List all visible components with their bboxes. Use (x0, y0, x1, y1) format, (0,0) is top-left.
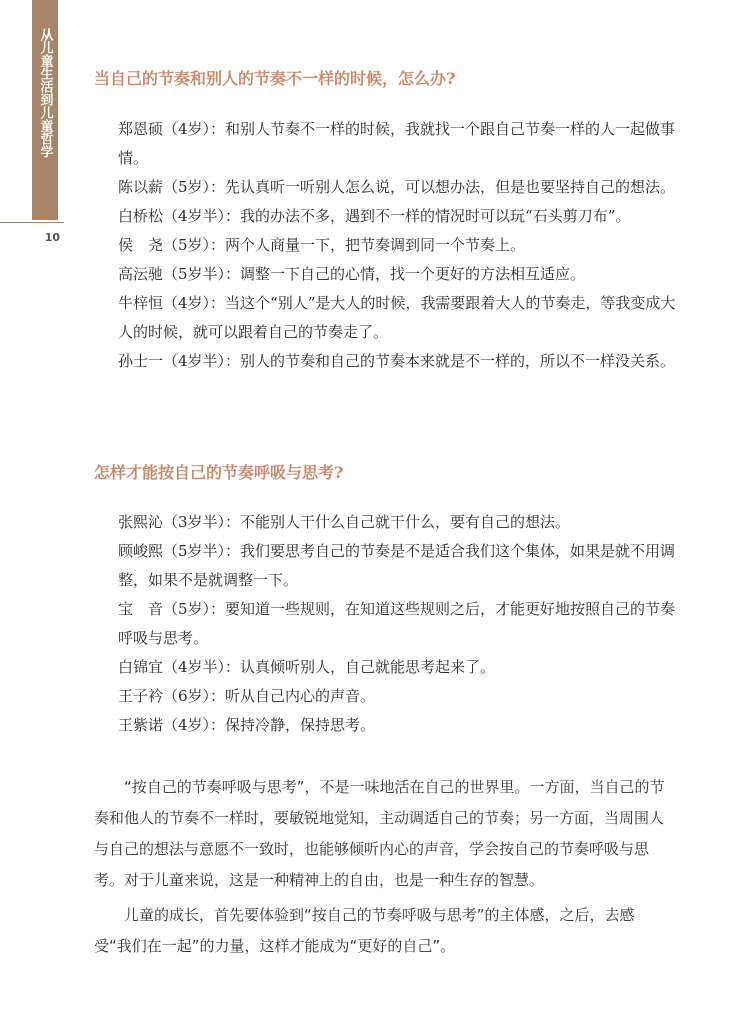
body-paragraph: 儿童的成长，首先要体验到“按自己的节奏呼吸与思考”的主体感，之后，去感受“我们在一起”的力量，这样才能成为“更好的自己”。 (94, 906, 635, 955)
book-title-tab (32, 0, 58, 220)
answer-item: 王紫诺（4岁）：保持冷静，保持思考。 (118, 716, 376, 734)
answer-item: 侯 尧（5岁）：两个人商量一下，把节奏调到同一个节奏上。 (118, 236, 526, 254)
answer-item: 张熙沁（3岁半）：不能别人干什么自己就干什么，要有自己的想法。 (118, 513, 571, 531)
answer-list-2 (118, 508, 678, 740)
answer-item: 高沄驰（5岁半）：调整一下自己的心情，找一个更好的方法相互适应。 (118, 265, 586, 283)
section-heading-2: 怎样才能按自己的节奏呼吸与思考? (94, 463, 344, 482)
answer-list-1 (118, 115, 678, 376)
body-text (94, 772, 672, 962)
answer-item: 顾峻熙（5岁半）：我们要思考自己的节奏是不是适合我们这个集体，如果是就不用调整，如果不是就调整一下。 (118, 542, 676, 589)
book-title: 从儿童生活到儿童哲学 (37, 28, 53, 158)
section-heading-1: 当自己的节奏和别人的节奏不一样的时候，怎么办? (94, 69, 456, 88)
sidebar-divider (0, 222, 64, 223)
answer-item: 白锦宜（4岁半）：认真倾听别人，自己就能思考起来了。 (118, 658, 496, 676)
answer-item: 孙士一（4岁半）：别人的节奏和自己的节奏本来就是不一样的，所以不一样没关系。 (118, 352, 676, 370)
answer-item: 王子衿（6岁）：听从自己内心的声音。 (118, 687, 376, 705)
answer-item: 陈以薪（5岁）：先认真听一听别人怎么说，可以想办法，但是也要坚持自己的想法。 (118, 178, 676, 196)
answer-item: 宝 音（5岁）：要知道一些规则，在知道这些规则之后，才能更好地按照自己的节奏呼吸与思考。 (118, 600, 676, 647)
answer-item: 郑恩硕（4岁）：和别人节奏不一样的时候，我就找一个跟自己节奏一样的人一起做事情。 (118, 120, 676, 167)
page-number: 10 (44, 231, 60, 244)
answer-item: 白桥松（4岁半）：我的办法不多，遇到不一样的情况时可以玩“石头剪刀布”。 (118, 207, 631, 225)
answer-item: 牛梓恒（4岁）：当这个“别人”是大人的时候，我需要跟着大人的节奏走，等我变成大人的时候，就可以跟着自己的节奏走了。 (118, 294, 676, 341)
body-paragraph: “按自己的节奏呼吸与思考”，不是一味地活在自己的世界里。一方面，当自己的节奏和他人的节奏不一样时，要敏锐地觉知，主动调适自己的节奏；另一方面，当周围人与自己的想法与意愿不一致时，也能够倾听内心的声音，学会按自己的节奏呼吸与思考。对于儿童来说，这是一种精神上的自由，也是一种生存的智慧。 (94, 778, 665, 889)
